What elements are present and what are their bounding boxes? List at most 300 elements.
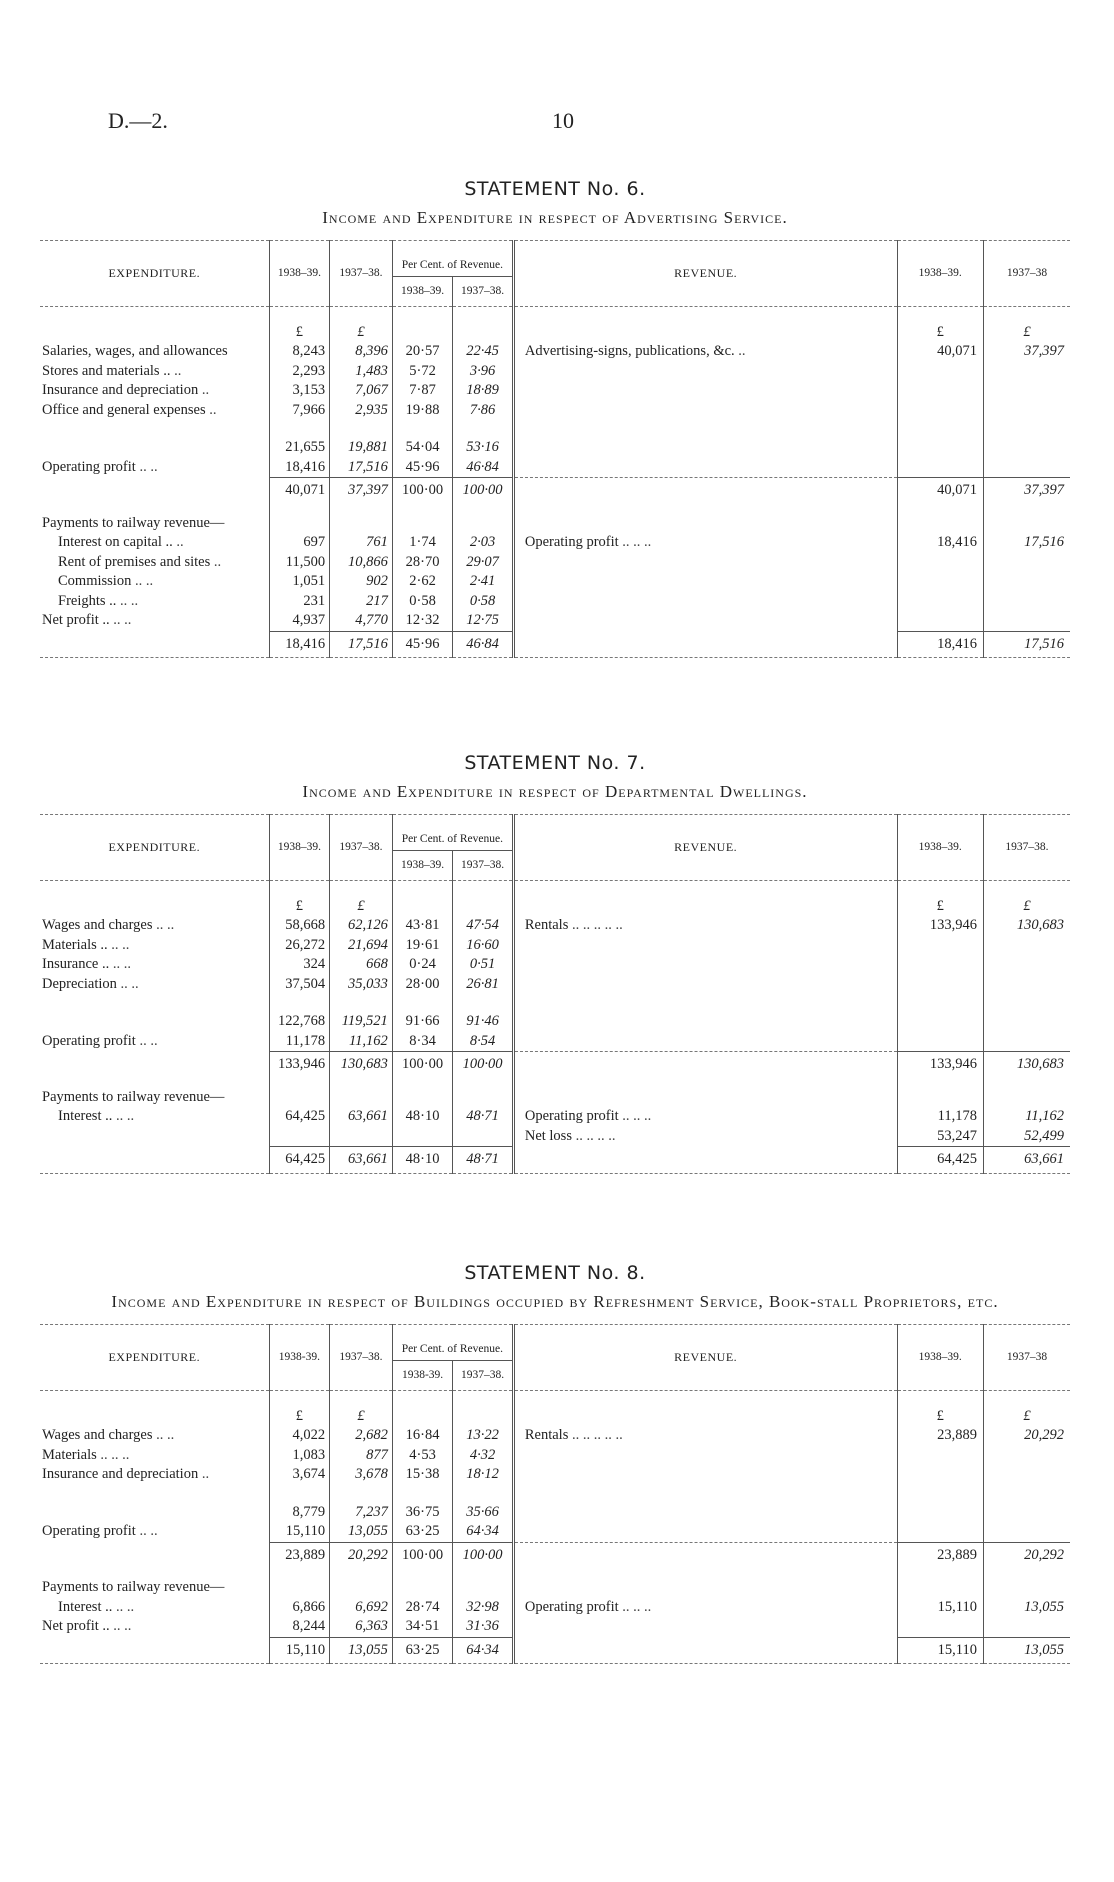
amount-current: 26,272 <box>269 936 330 956</box>
amount-current: 8,244 <box>269 1617 330 1637</box>
expense-name: Interest on capital .. <box>58 534 173 550</box>
table-row <box>40 553 1070 573</box>
revenue-name: Net loss <box>524 1127 572 1144</box>
revenue-label <box>513 342 897 362</box>
percent-current: 5·72 <box>392 362 453 382</box>
header-percent: Per Cent. of Revenue. <box>392 815 513 851</box>
payments-label: Payments to railway revenue— <box>40 514 269 534</box>
amount-previous: 63,661 <box>330 1107 393 1127</box>
total-previous: 37,397 <box>330 478 393 504</box>
total-current: 15,110 <box>269 1637 330 1664</box>
percent-current: 0·24 <box>392 955 453 975</box>
revenue-current: 15,110 <box>897 1598 983 1618</box>
amount-previous: 13,055 <box>330 1522 393 1542</box>
percent-previous: 3·96 <box>453 362 514 382</box>
revenue-total-current: 18,416 <box>897 631 983 658</box>
leader-dots: .. <box>174 362 182 379</box>
revenue-total-previous: 63,661 <box>983 1147 1070 1174</box>
revenue-name: Operating profit <box>524 1108 619 1124</box>
subtotal-current: 21,655 <box>269 438 330 458</box>
percent-current: 43·81 <box>392 916 453 936</box>
expense-label <box>40 1598 269 1618</box>
revenue-previous: 13,055 <box>1024 1598 1064 1615</box>
expense-label <box>40 1426 269 1446</box>
amount-current: 697 <box>269 533 330 553</box>
amount-previous: 6,363 <box>330 1617 393 1637</box>
amount-previous: 11,162 <box>330 1032 393 1052</box>
percent-current <box>392 1127 453 1147</box>
amount-current: 1,083 <box>269 1446 330 1466</box>
header-revenue: REVENUE. <box>513 1325 897 1391</box>
total-pct-previous: 64·34 <box>453 1637 514 1664</box>
expense-label <box>40 401 269 421</box>
expense-name: Operating profit <box>42 1032 136 1049</box>
statement-table <box>40 814 1070 1174</box>
revenue-previous: 11,162 <box>1025 1108 1064 1124</box>
pound-sign: £ <box>1023 897 1031 914</box>
statement-subtitle: Income and Expenditure in respect of Advertising Service. <box>322 208 788 227</box>
subtotal-pct-current: 36·75 <box>392 1503 453 1523</box>
expense-label <box>40 362 269 382</box>
percent-current: 19·61 <box>392 936 453 956</box>
amount-current: 64,425 <box>269 1107 330 1127</box>
revenue-total-previous: 130,683 <box>983 1052 1070 1078</box>
percent-previous: 47·54 <box>453 916 514 936</box>
amount-previous <box>330 1127 393 1147</box>
amount-current: 15,110 <box>269 1522 330 1542</box>
total-current: 18,416 <box>269 631 330 658</box>
revenue-total-previous: 37,397 <box>983 478 1070 504</box>
expense-label <box>40 975 269 995</box>
table-row <box>40 533 1070 553</box>
total-row <box>40 1052 1070 1078</box>
leader-dots: .. <box>201 382 210 398</box>
total-pct-current: 45·96 <box>392 631 453 658</box>
percent-previous: 2·03 <box>453 533 514 553</box>
expense-label <box>40 1127 269 1147</box>
table-row <box>40 1446 1070 1466</box>
expense-name: Operating profit <box>42 1523 136 1540</box>
amount-previous: 761 <box>330 533 393 553</box>
header-pct-year-1: 1938–39. <box>392 277 453 307</box>
percent-current: 34·51 <box>392 1617 453 1637</box>
leader-dots: .. .. <box>115 1108 135 1124</box>
expense-name: Materials .. <box>42 936 108 953</box>
percent-current: 63·25 <box>392 1522 453 1542</box>
total-pct-previous: 100·00 <box>453 1542 514 1568</box>
percent-previous: 0·58 <box>453 592 514 612</box>
total-current: 64,425 <box>269 1147 330 1174</box>
header-pct-year-1: 1938–39. <box>392 851 453 881</box>
header-year-2: 1937–38. <box>330 241 393 307</box>
amount-previous: 6,692 <box>330 1598 393 1618</box>
header-expenditure: EXPENDITURE. <box>40 241 269 307</box>
revenue-previous: 37,397 <box>1024 343 1064 359</box>
leader-dots: .. .. <box>139 1523 158 1540</box>
amount-current: 231 <box>269 592 330 612</box>
total-previous: 130,683 <box>330 1052 393 1078</box>
revenue-name: Operating profit <box>524 534 619 550</box>
table-row <box>40 1617 1070 1637</box>
percent-previous: 29·07 <box>453 553 514 573</box>
header-year-1: 1938-39. <box>269 1325 330 1391</box>
pound-sign: £ <box>897 897 983 917</box>
revenue-previous: 17,516 <box>1024 534 1064 550</box>
pound-sign: £ <box>1023 323 1031 340</box>
percent-previous: 32·98 <box>453 1598 514 1618</box>
amount-previous: 668 <box>330 955 393 975</box>
header-rev-year-2: 1937–38 <box>1006 266 1048 279</box>
expense-name: Salaries, wages, and allowances <box>42 343 228 359</box>
expense-label <box>40 1107 269 1127</box>
amount-current: 11,500 <box>269 553 330 573</box>
page-header <box>0 108 1114 138</box>
subtotal-pct-current: 54·04 <box>392 438 453 458</box>
expense-label <box>40 955 269 975</box>
table-row <box>40 1598 1070 1618</box>
expense-name: Insurance and depreciation <box>42 1466 199 1482</box>
leader-dots: .. .. .. .. .. <box>571 1427 623 1443</box>
expense-name: Commission <box>58 573 132 589</box>
percent-previous: 48·71 <box>453 1107 514 1127</box>
percent-previous: 8·54 <box>453 1032 514 1052</box>
subtotal-current: 122,768 <box>269 1012 330 1032</box>
subtotal-previous: 19,881 <box>330 438 393 458</box>
expense-name: Office and general expenses <box>42 401 206 418</box>
expense-label <box>40 342 269 362</box>
revenue-name: Advertising-signs, publications, &c. <box>524 343 735 359</box>
percent-current: 15·38 <box>392 1465 453 1485</box>
percent-previous: 64·34 <box>453 1522 514 1542</box>
total-row <box>40 1542 1070 1568</box>
revenue-total-current: 23,889 <box>897 1542 983 1568</box>
expense-label <box>40 1465 269 1485</box>
pound-sign: £ <box>269 1407 330 1427</box>
expense-label <box>40 1522 269 1542</box>
revenue-current: 53,247 <box>897 1127 983 1147</box>
header-rev-year-1: 1938–39. <box>897 1325 983 1391</box>
revenue-total-current: 40,071 <box>897 478 983 504</box>
revenue-total-current: 15,110 <box>897 1637 983 1664</box>
subtotal-row <box>40 1503 1070 1523</box>
amount-current: 3,674 <box>269 1465 330 1485</box>
table-row <box>40 1426 1070 1446</box>
expense-label <box>40 533 269 553</box>
amount-previous: 62,126 <box>330 916 393 936</box>
expense-name: Freights .. <box>58 592 117 609</box>
header-percent: Per Cent. of Revenue. <box>392 241 513 277</box>
statement-subtitle: Income and Expenditure in respect of Buildings occupied by Refreshment Service, Book-stall Proprietors, etc. <box>111 1292 999 1311</box>
amount-current: 37,504 <box>269 975 330 995</box>
header-rev-year-1: 1938–39. <box>897 241 983 307</box>
statement-7 <box>40 752 1070 1174</box>
amount-current: 58,668 <box>269 916 330 936</box>
pound-sign: £ <box>897 1407 983 1427</box>
percent-current: 4·53 <box>392 1446 453 1466</box>
percent-previous: 0·51 <box>453 955 514 975</box>
percent-current: 1·74 <box>392 533 453 553</box>
total-pct-previous: 48·71 <box>453 1147 514 1174</box>
percent-previous: 4·32 <box>453 1446 514 1466</box>
leader-dots: .. .. <box>112 956 131 972</box>
total-pct-previous: 100·00 <box>453 478 514 504</box>
percent-previous: 18·89 <box>453 381 514 401</box>
total-row <box>40 631 1070 658</box>
expense-name: Insurance .. <box>42 956 110 972</box>
revenue-current: 40,071 <box>897 342 983 362</box>
percent-previous: 46·84 <box>453 458 514 478</box>
leader-dots: .. .. <box>115 1598 135 1615</box>
leader-dots: .. .. .. .. <box>575 1127 616 1144</box>
percent-previous: 31·36 <box>453 1617 514 1637</box>
statement-title: STATEMENT No. 8. <box>464 1262 646 1284</box>
subtotal-row <box>40 438 1070 458</box>
amount-previous: 10,866 <box>330 553 393 573</box>
header-pct-year-1: 1938-39. <box>392 1361 453 1391</box>
expense-label <box>40 611 269 631</box>
page-number: 10 <box>552 108 574 133</box>
header-rev-year-1: 1938–39. <box>897 815 983 881</box>
amount-current: 3,153 <box>269 381 330 401</box>
table-row <box>40 916 1070 936</box>
table-row <box>40 955 1070 975</box>
expense-label <box>40 592 269 612</box>
revenue-total-previous: 17,516 <box>983 631 1070 658</box>
revenue-label <box>513 916 897 936</box>
table-row <box>40 975 1070 995</box>
expense-name: Net profit .. <box>42 612 110 629</box>
revenue-current: 18,416 <box>897 533 983 553</box>
revenue-total-previous: 13,055 <box>983 1637 1070 1664</box>
total-previous: 63,661 <box>330 1147 393 1174</box>
statement-subtitle: Income and Expenditure in respect of Departmental Dwellings. <box>302 782 808 801</box>
amount-current: 7,966 <box>269 401 330 421</box>
percent-current: 45·96 <box>392 458 453 478</box>
amount-current: 11,178 <box>269 1032 330 1052</box>
percent-current: 0·58 <box>392 592 453 612</box>
leader-dots: .. .. .. <box>622 1108 652 1124</box>
revenue-label <box>513 1598 897 1618</box>
total-previous: 13,055 <box>330 1637 393 1664</box>
operating-profit-row <box>40 1522 1070 1542</box>
amount-previous: 2,935 <box>330 401 393 421</box>
total-pct-current: 63·25 <box>392 1637 453 1664</box>
expense-label <box>40 936 269 956</box>
header-revenue: REVENUE. <box>513 241 897 307</box>
total-pct-current: 100·00 <box>392 1542 453 1568</box>
expense-label <box>40 916 269 936</box>
revenue-name: Operating profit <box>524 1598 619 1615</box>
revenue-total-current: 64,425 <box>897 1147 983 1174</box>
amount-previous: 877 <box>330 1446 393 1466</box>
amount-current: 1,051 <box>269 572 330 592</box>
total-previous: 20,292 <box>330 1542 393 1568</box>
percent-previous: 18·12 <box>453 1465 514 1485</box>
expense-label <box>40 1617 269 1637</box>
revenue-previous: 130,683 <box>1016 917 1064 933</box>
table-row <box>40 611 1070 631</box>
leader-dots: .. .. <box>139 458 158 475</box>
subtotal-row <box>40 1012 1070 1032</box>
amount-current: 2,293 <box>269 362 330 382</box>
revenue-label <box>513 1107 897 1127</box>
subtotal-pct-previous: 91·46 <box>453 1012 514 1032</box>
table-row <box>40 342 1070 362</box>
amount-previous: 21,694 <box>330 936 393 956</box>
header-expenditure: EXPENDITURE. <box>40 815 269 881</box>
leader-dots: .. .. <box>120 592 139 609</box>
percent-previous: 2·41 <box>453 572 514 592</box>
pound-sign: £ <box>897 323 983 343</box>
expense-label <box>40 572 269 592</box>
percent-previous <box>453 1127 514 1147</box>
header-rev-year-2: 1937–38. <box>1005 840 1049 853</box>
leader-dots: .. <box>738 343 746 359</box>
amount-previous: 4,770 <box>330 611 393 631</box>
total-pct-current: 100·00 <box>392 1052 453 1078</box>
amount-previous: 217 <box>330 592 393 612</box>
amount-previous: 902 <box>330 572 393 592</box>
header-pct-year-2: 1937–38. <box>453 1361 514 1391</box>
payments-label: Payments to railway revenue— <box>40 1578 269 1598</box>
amount-previous: 3,678 <box>330 1465 393 1485</box>
pound-sign: £ <box>330 897 393 917</box>
pound-sign: £ <box>269 323 330 343</box>
percent-current: 12·32 <box>392 611 453 631</box>
percent-previous: 26·81 <box>453 975 514 995</box>
pound-sign: £ <box>330 323 393 343</box>
leader-dots: .. .. <box>139 1032 158 1049</box>
subtotal-current: 8,779 <box>269 1503 330 1523</box>
percent-current: 19·88 <box>392 401 453 421</box>
total-row <box>40 1147 1070 1174</box>
pound-sign: £ <box>1023 1407 1031 1424</box>
expense-name: Net profit .. <box>42 1618 110 1635</box>
amount-previous: 2,682 <box>330 1426 393 1446</box>
revenue-previous: 52,499 <box>1024 1127 1064 1144</box>
percent-current: 8·34 <box>392 1032 453 1052</box>
revenue-name: Rentals <box>524 917 569 933</box>
percent-previous: 16·60 <box>453 936 514 956</box>
header-year-2: 1937–38. <box>330 1325 393 1391</box>
expense-name: Wages and charges <box>42 917 153 933</box>
leader-dots: .. .. .. .. .. <box>571 917 623 933</box>
leader-dots: .. .. <box>156 1427 175 1443</box>
expense-name: Insurance and depreciation <box>42 382 199 398</box>
leader-dots: .. .. .. <box>622 1598 652 1615</box>
amount-current: 18,416 <box>269 458 330 478</box>
amount-current: 4,022 <box>269 1426 330 1446</box>
total-pct-current: 100·00 <box>392 478 453 504</box>
percent-previous: 22·45 <box>453 342 514 362</box>
statement-8 <box>40 1262 1070 1664</box>
pound-sign: £ <box>269 897 330 917</box>
leader-dots: .. <box>201 1466 210 1482</box>
revenue-previous: 20,292 <box>1024 1427 1064 1443</box>
amount-current: 6,866 <box>269 1598 330 1618</box>
header-rev-year-2: 1937–38 <box>1006 1350 1048 1363</box>
revenue-current: 23,889 <box>897 1426 983 1446</box>
percent-previous: 13·22 <box>453 1426 514 1446</box>
leader-dots: .. .. <box>113 612 132 629</box>
percent-current: 28·74 <box>392 1598 453 1618</box>
header-percent: Per Cent. of Revenue. <box>392 1325 513 1361</box>
revenue-total-previous: 20,292 <box>983 1542 1070 1568</box>
header-pct-year-2: 1937–38. <box>453 277 514 307</box>
percent-current: 28·70 <box>392 553 453 573</box>
leader-dots: .. .. <box>113 1618 132 1635</box>
leader-dots: .. <box>176 534 184 550</box>
total-pct-previous: 100·00 <box>453 1052 514 1078</box>
leader-dots: .. .. <box>111 936 130 953</box>
amount-current <box>269 1127 330 1147</box>
revenue-label <box>513 533 897 553</box>
amount-previous: 7,067 <box>330 381 393 401</box>
leader-dots: .. .. .. <box>100 1446 130 1463</box>
leader-dots: .. .. <box>120 975 139 992</box>
header-expenditure: EXPENDITURE. <box>40 1325 269 1391</box>
subtotal-pct-previous: 53·16 <box>453 438 514 458</box>
expense-name: Operating profit <box>42 458 136 475</box>
expense-name: Materials <box>42 1446 97 1463</box>
table-row <box>40 592 1070 612</box>
total-previous: 17,516 <box>330 631 393 658</box>
amount-previous: 1,483 <box>330 362 393 382</box>
pound-sign: £ <box>330 1407 393 1427</box>
revenue-name: Rentals <box>524 1427 569 1443</box>
amount-previous: 17,516 <box>330 458 393 478</box>
revenue-current: 11,178 <box>897 1107 983 1127</box>
percent-previous: 7·86 <box>453 401 514 421</box>
subtotal-pct-current: 91·66 <box>392 1012 453 1032</box>
revenue-label <box>513 1127 897 1147</box>
total-pct-current: 48·10 <box>392 1147 453 1174</box>
operating-profit-row <box>40 458 1070 478</box>
expense-label <box>40 553 269 573</box>
table-row <box>40 381 1070 401</box>
expense-label <box>40 1032 269 1052</box>
revenue-total-current: 133,946 <box>897 1052 983 1078</box>
header-pct-year-2: 1937–38. <box>453 851 514 881</box>
total-current: 40,071 <box>269 478 330 504</box>
amount-current: 4,937 <box>269 611 330 631</box>
revenue-current: 133,946 <box>897 916 983 936</box>
statement-table <box>40 240 1070 658</box>
table-row <box>40 1465 1070 1485</box>
leader-dots: .. .. <box>134 573 154 589</box>
percent-previous: 12·75 <box>453 611 514 631</box>
expense-label <box>40 458 269 478</box>
amount-previous: 8,396 <box>330 342 393 362</box>
statement-title: STATEMENT No. 7. <box>464 752 646 774</box>
leader-dots: .. <box>213 553 222 570</box>
leader-dots: .. <box>209 401 217 418</box>
header-year-1: 1938–39. <box>269 241 330 307</box>
header-revenue: REVENUE. <box>513 815 897 881</box>
leader-dots: .. .. <box>156 917 175 933</box>
total-row <box>40 478 1070 504</box>
payments-label: Payments to railway revenue— <box>40 1088 269 1108</box>
expense-name: Stores and materials .. <box>42 362 171 379</box>
subtotal-previous: 119,521 <box>330 1012 393 1032</box>
revenue-label <box>513 1426 897 1446</box>
expense-name: Interest .. <box>58 1598 113 1615</box>
percent-current: 2·62 <box>392 572 453 592</box>
table-row <box>40 401 1070 421</box>
expense-name: Depreciation <box>42 975 117 992</box>
statement-title: STATEMENT No. 6. <box>464 178 646 200</box>
table-row <box>40 936 1070 956</box>
